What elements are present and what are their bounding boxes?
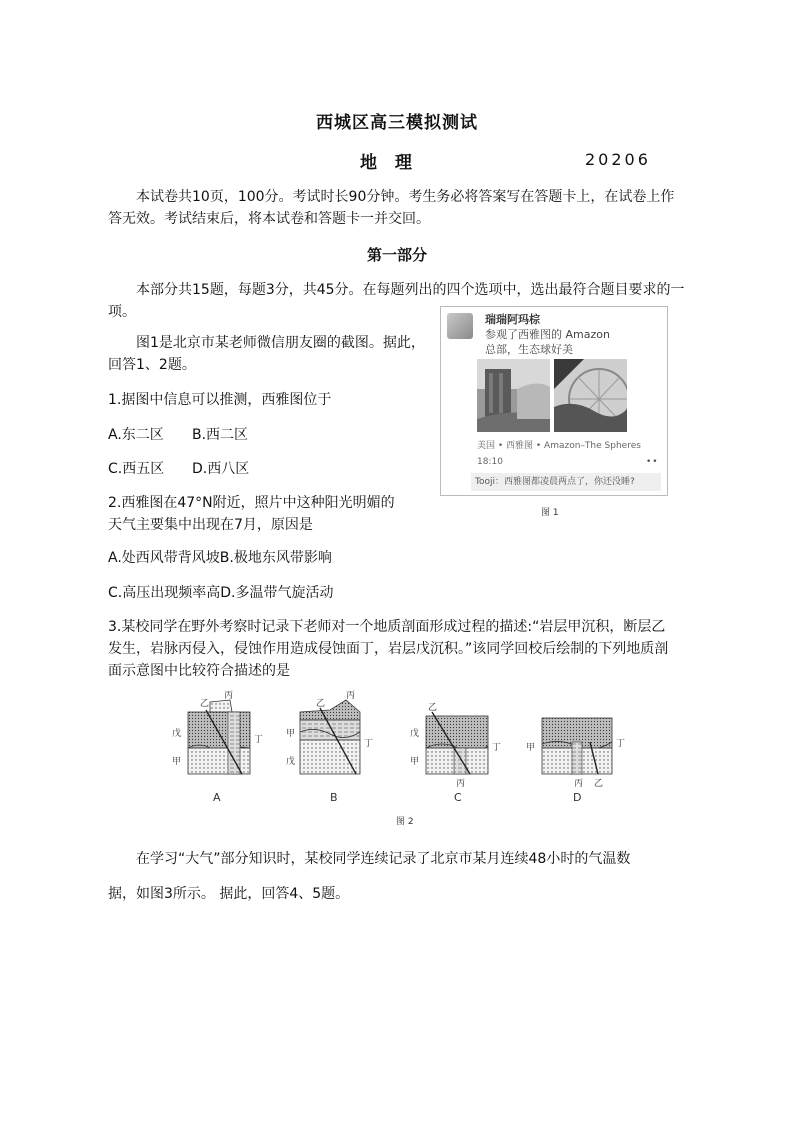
label-ding: 丁 [364, 739, 374, 749]
label-yi: 乙 [200, 699, 210, 709]
wechat-post-line1: 参观了西雅图的 Amazon [485, 328, 610, 341]
fig3-intro-line2: 据，如图3所示。 据此，回答4、5题。 [108, 886, 350, 902]
q2-option-ab: A.处西风带背风坡B.极地东风带影响 [108, 550, 332, 566]
photo-tower-graphic [477, 359, 550, 432]
q1-option-b: B.西二区 [192, 427, 249, 443]
label-yi: 乙 [428, 703, 438, 713]
figure2-label: 图 2 [396, 817, 414, 827]
q2-stem-line1: 2.西雅图在47°N附近，照片中这种阳光明媚的 [108, 495, 395, 511]
part-title: 第一部分 [366, 246, 427, 264]
label-wu: 戊 [410, 729, 420, 739]
exam-title: 西城区高三模拟测试 [316, 113, 478, 133]
section-b [286, 690, 373, 774]
label-jia: 甲 [410, 757, 420, 767]
wechat-username: 瑞瑞阿玛棕 [485, 313, 540, 326]
label-bing: 丙 [346, 691, 356, 701]
q3-stem-line2: 发生，岩脉丙侵入，侵蚀作用造成侵蚀面丁，岩层戊沉积。”该同学回校后绘制的下列地质剖 [108, 641, 669, 657]
photo-sphere-graphic [554, 359, 627, 432]
panel-label-b: B [330, 791, 338, 804]
photo-tower [477, 359, 550, 432]
exam-date: 20206 [585, 150, 651, 169]
wechat-post-line2: 总部，生态球好美 [485, 343, 573, 356]
fig1-intro: 图1是北京市某老师微信朋友圈的截图。据此，回答1、2题。 [108, 335, 425, 373]
label-ding: 丁 [254, 735, 264, 745]
figure1-label: 图 1 [541, 508, 559, 518]
label-yi: 乙 [316, 699, 326, 709]
instructions-paragraph: 本试卷共10页，100分。考试时长90分钟。考生务必将答案写在答题卡上，在试卷上作答无效。考试结束后，将本试卷和答题卡一并交回。 [108, 189, 675, 227]
label-ding: 丁 [492, 743, 502, 753]
wechat-location: 美国 • 西雅图 • Amazon–The Spheres [477, 441, 641, 451]
part-intro: 本部分共15题，每题3分，共45分。在每题列出的四个选项中，选出最符合题目要求的一项。 [108, 282, 685, 320]
wechat-moment-screenshot [440, 306, 668, 496]
label-yi: 乙 [594, 779, 604, 789]
label-jia: 甲 [526, 743, 536, 753]
avatar [447, 313, 473, 339]
q1-option-c: C.西五区 [108, 461, 165, 477]
label-wu: 戊 [172, 729, 182, 739]
photo-sphere [554, 359, 627, 432]
q3-stem-line1: 3.某校同学在野外考察时记录下老师对一个地质剖面形成过程的描述:“岩层甲沉积，断层乙 [108, 619, 666, 635]
panel-label-d: D [573, 791, 582, 804]
subject-title: 地 理 [360, 153, 418, 173]
wechat-post-text [485, 327, 663, 357]
label-bing: 丙 [224, 691, 234, 701]
section-a [172, 690, 263, 774]
section-c [410, 702, 501, 789]
label-bing: 丙 [456, 779, 466, 789]
panel-label-c: C [454, 791, 462, 804]
section-d [526, 718, 625, 789]
panel-label-a: A [213, 791, 221, 804]
q2-option-cd: C.高压出现频率高D.多温带气旋活动 [108, 585, 334, 601]
q1-option-a: A.东二区 [108, 427, 164, 443]
wechat-comment: Tooji：西雅图都凌晨两点了，你还没睡? [471, 473, 661, 491]
label-jia: 甲 [172, 757, 182, 767]
wechat-time: 18:10 [477, 457, 503, 467]
q3-stem-line3: 面示意图中比较符合描述的是 [108, 663, 290, 679]
fig3-intro-line1: 在学习“大气”部分知识时，某校同学连续记录了北京市某月连续48小时的气温数 [136, 851, 631, 867]
geologic-sections-figure [170, 690, 640, 830]
more-options-icon: •• [646, 457, 659, 467]
q2-stem-line2: 天气主要集中出现在7月，原因是 [108, 517, 313, 533]
label-wu: 戊 [286, 757, 296, 767]
q1-stem: 1.据图中信息可以推测，西雅图位于 [108, 392, 332, 408]
label-bing: 丙 [574, 779, 584, 789]
q1-option-d: D.西八区 [192, 461, 250, 477]
label-jia: 甲 [286, 729, 296, 739]
label-ding: 丁 [616, 739, 626, 749]
